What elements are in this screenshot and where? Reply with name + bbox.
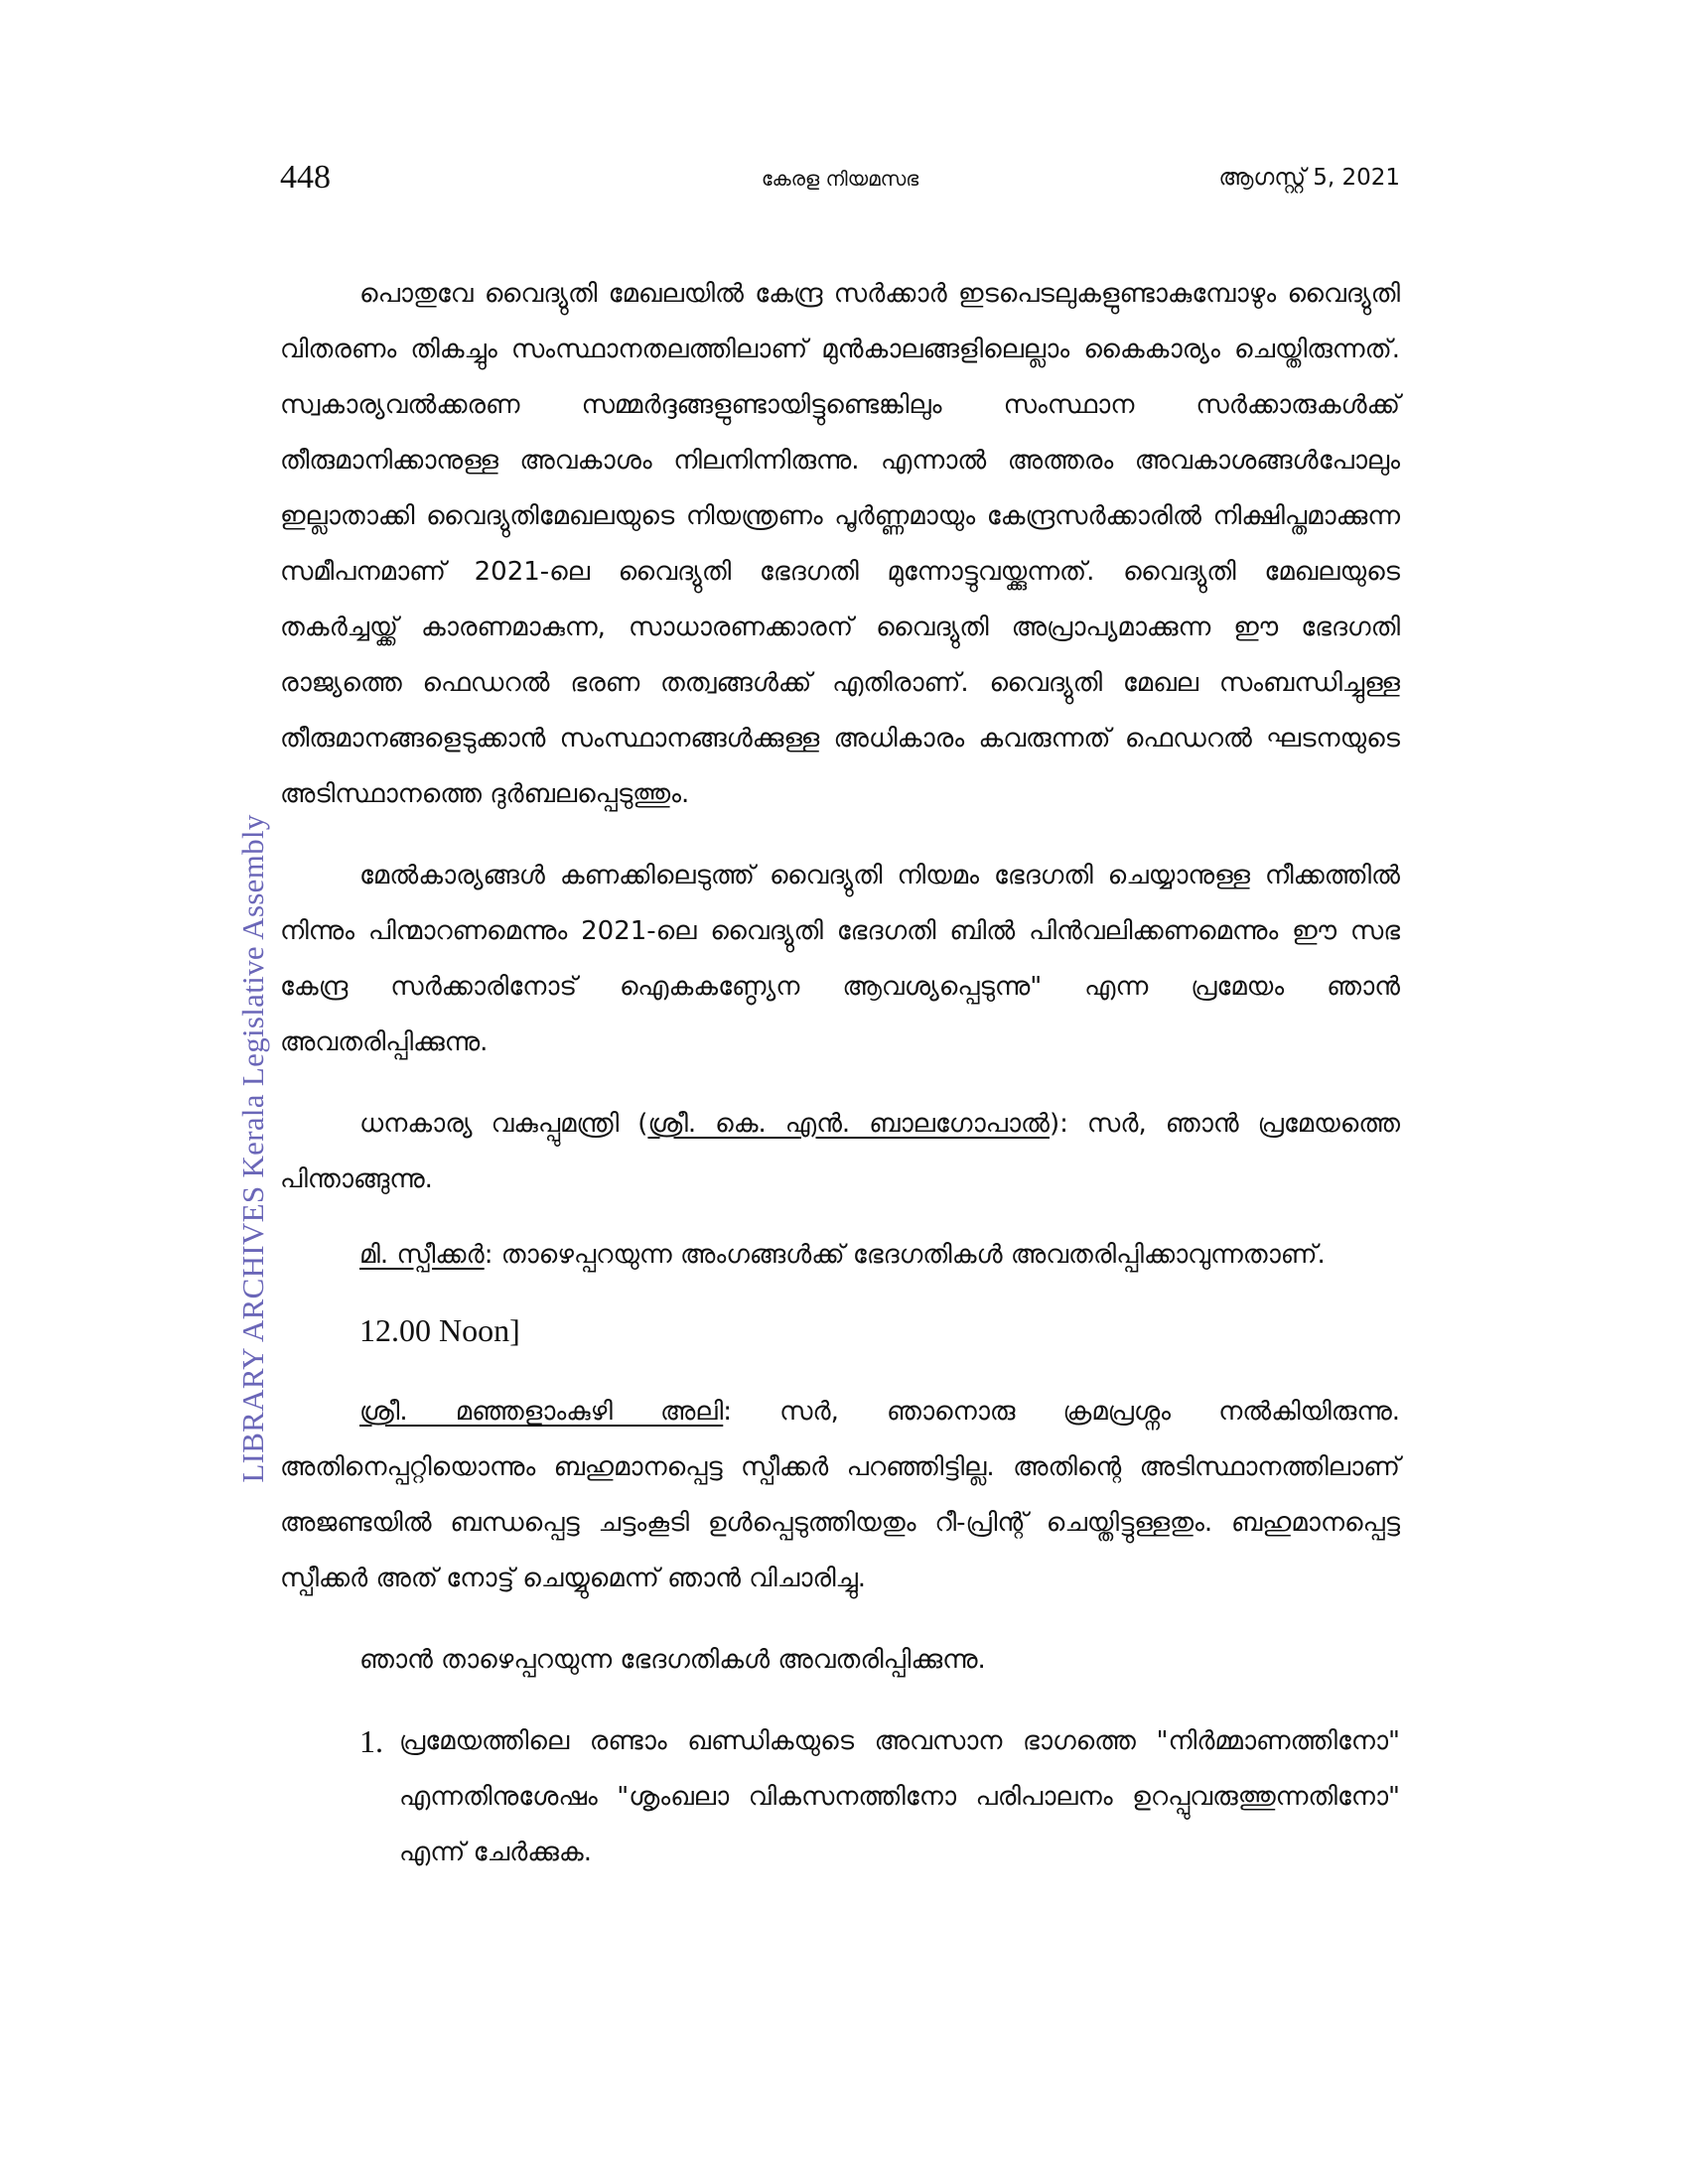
document-body (280, 266, 1400, 1880)
speaker-name: ശ്രീ. മഞ്ഞളാംകുഴി അലി (359, 1397, 724, 1427)
archive-watermark: LIBRARY ARCHIVES Kerala Legislative Assembly (235, 814, 270, 1483)
paragraph-amendment-intro: ഞാൻ താഴെപ്പറയുന്ന ഭേദഗതികൾ അവതരിപ്പിക്കുന്നു. (359, 1645, 986, 1675)
amendment-number: 1. (359, 1723, 383, 1759)
amendment-item (280, 1713, 1400, 1880)
paragraph-speaker (280, 1227, 1400, 1283)
paragraph-resolution-body: പൊതുവേ വൈദ്യുതി മേഖലയിൽ കേന്ദ്ര സർക്കാർ ഇടപെടലുകളുണ്ടാകുമ്പോഴും വൈദ്യുതി വിതരണം തികച്ചും സംസ്ഥാനതലത്തിലാണ് മുൻകാലങ്ങളിലെല്ലാം കൈകാര്യം ചെയ്തിരുന്നത്. സ്വകാര്യവൽക്കരണ സമ്മർദ്ദങ്ങളുണ്ടായിട്ടുണ്ടെങ്കിലും സംസ്ഥാന സർക്കാരുകൾക്ക് തീരുമാനിക്കാനുള്ള അവകാശം നിലനിന്നിരുന്നു. എന്നാൽ അത്തരം അവകാശങ്ങൾപോലും ഇല്ലാതാക്കി വൈദ്യുതിമേഖലയുടെ നിയന്ത്രണം പൂർണ്ണമായും കേന്ദ്രസർക്കാരിൽ നിക്ഷിപ്തമാക്കുന്ന സമീപനമാണ് 2021-ലെ വൈദ്യുതി ഭേദഗതി മുന്നോട്ടുവയ്ക്കുന്നത്. വൈദ്യുതി മേഖലയുടെ തകർച്ചയ്ക്ക് കാരണമാകുന്ന, സാധാരണക്കാരന് വൈദ്യുതി അപ്രാപ്യമാക്കുന്ന ഈ ഭേദഗതി രാജ്യത്തെ ഫെഡറൽ ഭരണ തത്വങ്ങൾക്ക് എതിരാണ്. വൈദ്യുതി മേഖല സംബന്ധിച്ചുള്ള തീരുമാനങ്ങളെടുക്കാൻ സംസ്ഥാനങ്ങൾക്കുള്ള അധികാരം കവരുന്നത് ഫെഡറൽ ഘടനയുടെ അടിസ്ഥാനത്തെ ദുർബലപ്പെടുത്തും. (280, 279, 1400, 809)
speaker-prefix: ധനകാര്യ വകുപ്പുമന്ത്രി ( (359, 1109, 648, 1139)
amendment-text: പ്രമേയത്തിലെ രണ്ടാം ഖണ്ഡികയുടെ അവസാന ഭാഗത്തെ "നിർമ്മാണത്തിനോ" എന്നതിനുശേഷം "ശൃംഖലാ വികസനത്തിനോ പരിപാലനം ഉറപ്പുവരുത്തുന്നതിനോ" എന്ന് ചേർക്കുക. (399, 1726, 1400, 1867)
speech-text: ): സർ, ഞാൻ പ്രമേയത്തെ പിന്താങ്ങുന്നു. (280, 1109, 1400, 1194)
amendment-list (280, 1713, 1400, 1880)
paragraph-member-remark (280, 1384, 1400, 1606)
paragraph-finance-minister (280, 1096, 1400, 1207)
page-header (280, 159, 1400, 208)
speaker-name: ശ്രീ. കെ. എൻ. ബാലഗോപാൽ (647, 1109, 1050, 1139)
time-marker: 12.00 Noon] (359, 1312, 520, 1348)
running-title: കേരള നിയമസഭ (761, 167, 919, 191)
speaker-name: മി. സ്പീക്കർ (359, 1240, 485, 1270)
page-number: 448 (280, 159, 331, 196)
header-date: ആഗസ്റ്റ് 5, 2021 (1218, 165, 1400, 191)
speech-text: : താഴെപ്പറയുന്ന അംഗങ്ങൾക്ക് ഭേദഗതികൾ അവതരിപ്പിക്കാവുന്നതാണ്. (484, 1240, 1326, 1270)
speech-text: : സർ, ഞാനൊരു ക്രമപ്രശ്നം നൽകിയിരുന്നു. അതിനെപ്പറ്റിയൊന്നും ബഹുമാനപ്പെട്ട സ്പീക്കർ പറഞ്ഞിട്ടില്ല. അതിന്റെ അടിസ്ഥാനത്തിലാണ് അജണ്ടയിൽ ബന്ധപ്പെട്ട ചട്ടംകൂടി ഉൾപ്പെടുത്തിയതും റീ-പ്രിന്റ് ചെയ്തിട്ടുള്ളതും. ബഹുമാനപ്പെട്ട സ്പീക്കർ അത് നോട്ട് ചെയ്യുമെന്ന് ഞാൻ വിചാരിച്ചു. (280, 1397, 1400, 1593)
paragraph-resolution-conclusion: മേൽകാര്യങ്ങൾ കണക്കിലെടുത്ത് വൈദ്യുതി നിയമം ഭേദഗതി ചെയ്യാനുള്ള നീക്കത്തിൽ നിന്നും പിന്മാറണമെന്നും 2021-ലെ വൈദ്യുതി ഭേദഗതി ബിൽ പിൻവലിക്കണമെന്നും ഈ സഭ കേന്ദ്ര സർക്കാരിനോട് ഐകകണ്ഠ്യേന ആവശ്യപ്പെടുന്നു" എന്ന പ്രമേയം ഞാൻ അവതരിപ്പിക്കുന്നു. (280, 861, 1400, 1057)
